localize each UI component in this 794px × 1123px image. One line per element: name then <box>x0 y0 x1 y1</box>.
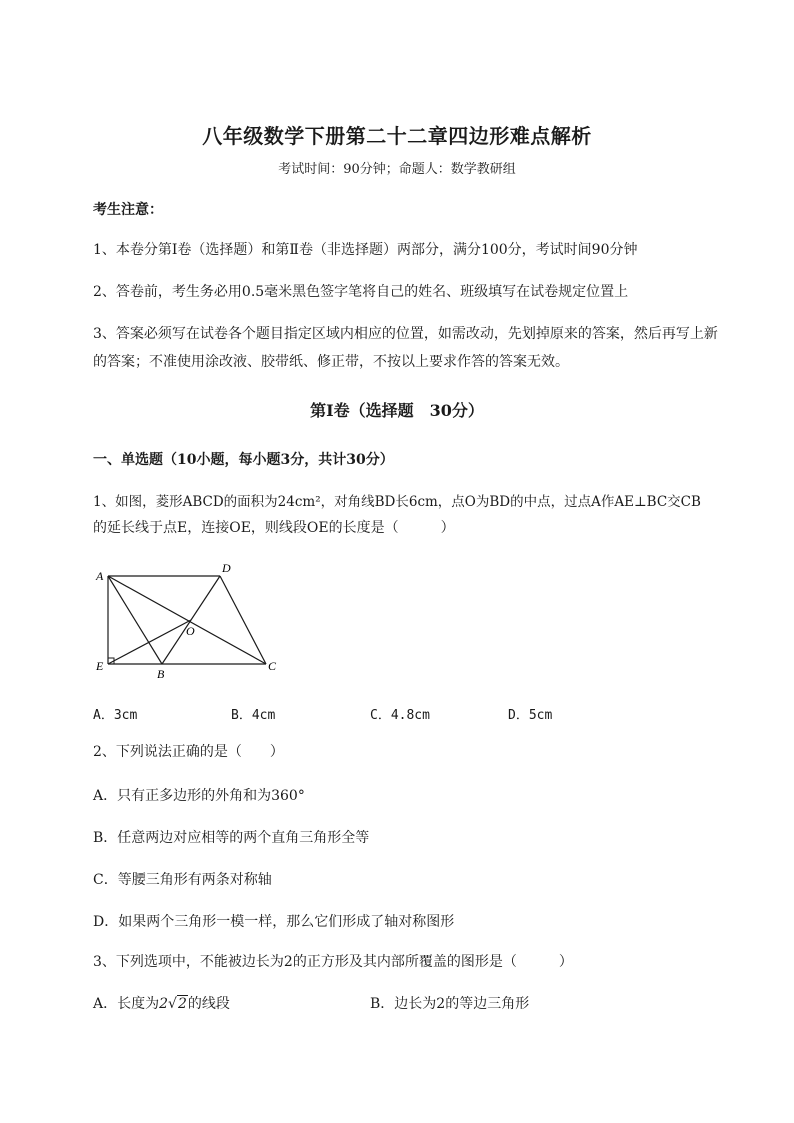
q2-option-a: A．只有正多边形的外角和为360° <box>93 788 305 804</box>
section-title: 第I卷（选择题 30分） <box>310 401 484 420</box>
question-1-stem: 1、如图，菱形ABCD的面积为24cm²，对角线BD长6cm，点O为BD的中点，过点A作AE⊥BC交CB <box>93 494 701 510</box>
q3-option-a-coef: 2 <box>159 996 169 1012</box>
notice-heading: 考生注意： <box>93 202 163 218</box>
q2-option-d: D．如果两个三角形一模一样，那么它们形成了轴对称图形 <box>93 914 455 930</box>
question-2-stem: 2、下列说法正确的是（ ） <box>93 744 284 760</box>
notice-item: 3、答案必须写在试卷各个题目指定区域内相应的位置，如需改动，先划掉原来的答案，然后再写上新的答案；不准使用涂改液、胶带纸、修正带，不按以上要求作答的答案无效。 <box>93 326 718 370</box>
question-3-stem: 3、下列选项中，不能被边长为2的正方形及其内部所覆盖的图形是（ ） <box>93 954 573 970</box>
exam-info: 考试时间：90分钟；命题人：数学教研组 <box>278 162 516 177</box>
line-oe <box>108 620 191 664</box>
label-d: D <box>222 561 231 575</box>
q1-option-b: B．4cm <box>231 708 276 723</box>
label-a: A <box>96 569 104 583</box>
label-o: O <box>186 624 195 638</box>
q1-option-c: C．4.8cm <box>370 708 430 723</box>
q2-option-c: C．等腰三角形有两条对称轴 <box>93 872 272 888</box>
notice-item: 2、答卷前，考生务必用0.5毫米黑色签字笔将自己的姓名、班级填写在试卷规定位置上 <box>93 284 629 300</box>
label-b: B <box>157 667 165 681</box>
page-title: 八年级数学下册第二十二章四边形难点解析 <box>202 124 592 148</box>
part-heading: 一、单选题（10小题，每小题3分，共计30分） <box>93 452 394 468</box>
q3-option-a-radicand: 2 <box>177 996 187 1012</box>
q3-option-b: B．边长为2的等边三角形 <box>370 996 530 1012</box>
rhombus-figure <box>90 558 290 688</box>
label-e: E <box>96 659 104 673</box>
q3-option-a-prefix: A．长度为 <box>93 996 160 1012</box>
side-ab <box>108 576 162 664</box>
notice-item: 1、本卷分第I卷（选择题）和第Ⅱ卷（非选择题）两部分，满分100分，考试时间90分钟 <box>93 242 638 258</box>
label-c: C <box>268 659 277 673</box>
q1-option-d: D．5cm <box>508 708 553 723</box>
question-1-stem-cont: 的延长线于点E，连接OE，则线段OE的长度是（ ） <box>93 520 455 536</box>
q3-option-a <box>93 992 353 1016</box>
q2-option-b: B．任意两边对应相等的两个直角三角形全等 <box>93 830 370 846</box>
q3-option-a-suffix: 的线段 <box>187 996 230 1012</box>
q1-option-a: A．3cm <box>93 708 138 723</box>
sqrt-symbol: √2 <box>168 996 187 1012</box>
